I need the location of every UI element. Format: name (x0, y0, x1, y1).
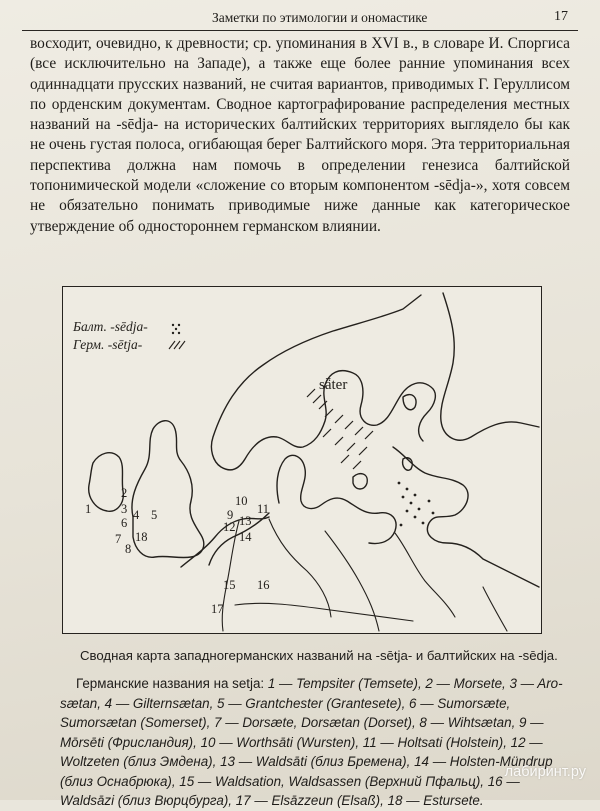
body-text (30, 34, 570, 237)
coastline-denmark (277, 455, 396, 543)
site-number-17: 17 (211, 602, 224, 616)
river-danube (235, 603, 413, 621)
running-title: Заметки по этимологии и ономастике (212, 10, 428, 25)
running-header (22, 4, 578, 31)
coastline-finland (441, 293, 539, 440)
hatch-area-sweden (307, 389, 373, 469)
map-drawing (63, 287, 541, 633)
dot-area-baltic (398, 482, 435, 527)
site-number-6: 6 (121, 516, 128, 530)
site-number-5: 5 (151, 508, 158, 522)
site-number-16: 16 (257, 578, 270, 592)
map-center-label: sǟter (319, 377, 348, 393)
site-number-3: 3 (121, 502, 128, 516)
legend-germanic-label: Герм. -sētja- (73, 337, 143, 352)
river-vistula (395, 533, 455, 617)
site-number-11: 11 (257, 502, 270, 516)
page-number: 17 (554, 9, 568, 24)
site-number-15: 15 (223, 578, 236, 592)
site-number-14: 14 (239, 530, 252, 544)
site-number-1: 1 (85, 502, 92, 516)
body-paragraph: восходит, очевидно, к древности; ср. упоминания в XVI в., в словаре И. Споргиса (все исключительно на Западе), а также еще более ранние упоминания всех одиннадцати прусских названий, не считая вариантов, приводимых Г. Геруллисом по орденским документам. Сводное картографирование распределения местных названий на -sēdja- на исторических балтийских территориях выглядело бы как не очень густая полоса, огибающая берег Балтийского моря. Эта территориальная перспектива должна нам помочь в определении генезиса балтийской топонимической модели «сложение со вторым компонентом -sēdja-», хотя совсем не обязательно понимать приводимые ниже данные как категорическое утверждение об одностороннем германском влиянии. (30, 35, 570, 235)
legend-baltic-label: Балт. -sēdja- (73, 319, 148, 334)
site-number-12: 12 (223, 520, 236, 534)
legend-dot-symbol (172, 324, 180, 334)
river-elbe (269, 519, 331, 617)
river-dnieper (483, 587, 507, 631)
notes-intro: Германские названия на setja: (76, 676, 268, 691)
site-number-10: 10 (235, 494, 248, 508)
notes-paragraph (60, 674, 570, 811)
site-number-9: 9 (227, 508, 234, 522)
watermark: лабиринт.ру (504, 764, 586, 780)
figure-notes (60, 674, 570, 811)
figure-caption: Сводная карта западногерманских названий на -sētja- и балтийских на -sēdja. (80, 648, 558, 663)
river-oder (325, 531, 379, 631)
legend-hatch-symbol (169, 341, 185, 349)
coastline-ireland (89, 453, 124, 512)
site-number-13: 13 (239, 514, 252, 528)
island-a (353, 474, 367, 489)
site-number-4: 4 (133, 508, 140, 522)
map-figure (62, 286, 542, 634)
site-number-2: 2 (121, 486, 128, 500)
site-number-18-label: 18 (135, 530, 148, 544)
notes-entries: 1 — Tempsiter (Temsete), 2 — Morsete, 3 — Arosætan, 4 — Gilternsætan, 5 — Grantchester (Grantesete), 6 — Sumorsæte, Sumorsætan (Somerset), 7 — Dorsæte, Dorsætan (Dorset), 8 — Wihtsætan, 9 — Mōrsēti (Фрисландия), 10 — Worthsāti (Wursten), 11 — Holtsati (Holstein), 12 — Woltzeten (близ Эмдена), 13 — Waldsāti (близ Бремена), 14 — Holsten-Mündrup (близ Оснабрюка), 15 — Waldsation, Waldsassen (Верхний Пфальц), 16 — Waldsāzi (близ Вюрцбурга), 17 — Elsāzzeun (Elsaß), 18 — Estursete. (60, 676, 563, 808)
site-number-7: 7 (115, 532, 122, 546)
island-c (403, 395, 416, 410)
site-number-8: 8 (125, 542, 132, 556)
